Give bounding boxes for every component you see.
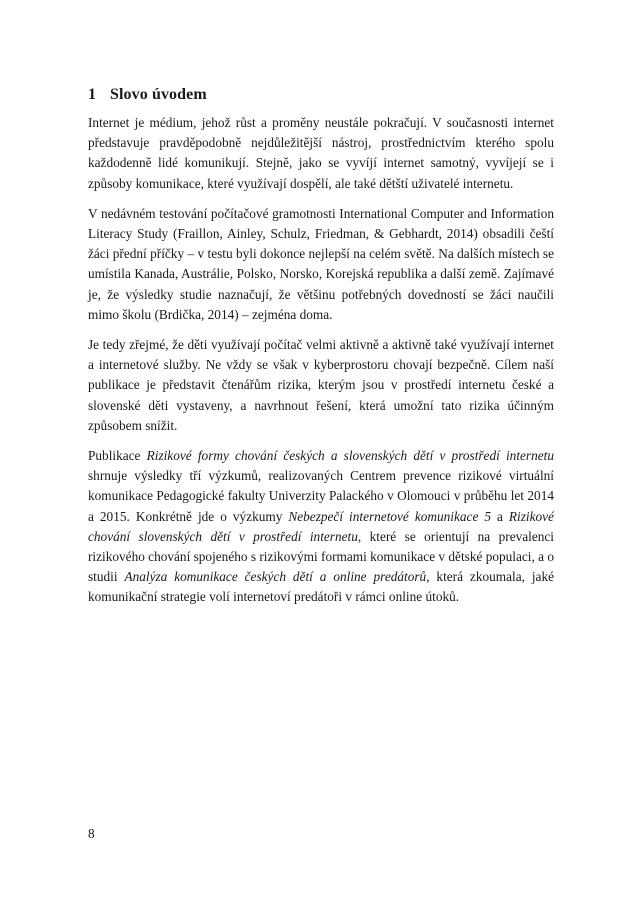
paragraph-risks: Je tedy zřejmé, že děti využívají počítač velmi aktivně a aktivně také využívají internet a internetové služby. Ne vždy se však v kyberprostoru chovají bezpečně. Cílem naší publikace je představit čtenářům rizika, kterým jsou v prostředí internetu české a slovenské děti vystaveny, a navrhnout řešení, která umožní tato rizika účinným způsobem snížit. <box>88 337 554 433</box>
text-run: , které se orientují na prevalenci rizikového chování spojeného s rizikovými formami komunikace v dětské populaci, a o studii <box>88 528 555 585</box>
publication-title: Rizikové formy chování českých a slovenských dětí v prostředí internetu <box>146 448 554 464</box>
section-heading <box>88 86 554 104</box>
page-body <box>88 86 554 608</box>
text-run: , která zkoumala, jaké komunikační strategie volí internetoví predátoři v rámci online útoků. <box>88 569 554 605</box>
text-run: a <box>491 508 509 524</box>
study-title-analysis: Analýza komunikace českých dětí a online predátorů <box>124 569 427 585</box>
text-run: Publikace <box>88 448 147 464</box>
section-number: 1 <box>88 86 97 103</box>
paragraph-intro: Internet je médium, jehož růst a proměny neustále pokračují. V současnosti internet představuje pravděpodobně nejdůležitější nástroj, prostřednictvím kterého spolu každodenně lidé komunikují. Stejně, jako se vyvíjí internet samotný, vyvíjejí se i způsoby komunikace, které využívají dospělí, ale také dětští uživatelé internetu. <box>88 115 554 191</box>
text-run: shrnuje výsledky tří výzkumů, realizovaných Centrem prevence rizikové virtuální komunikace Pedagogické fakulty Univerzity Palackého v Olomouci v průběhu let 2014 a 2015. Konkrétně jde o výzkumy <box>88 468 554 524</box>
page-number: 8 <box>88 826 95 841</box>
section-title: Slovo úvodem <box>110 86 207 103</box>
paragraph-publication <box>88 446 554 608</box>
study-title-slovak: Rizikové chování slovenských dětí v prostředí internetu <box>88 508 554 544</box>
paragraph-icils: V nedávném testování počítačové gramotnosti International Computer and Information Literacy Study (Fraillon, Ainley, Schulz, Friedman, & Gebhardt, 2014) obsadili čeští žáci přední příčky – v testu byli dokonce nejlepší na celém světě. Na dalších místech se umístila Kanada, Austrálie, Polsko, Norsko, Korejská republika a další země. Zajímavé je, že výsledky studie naznačují, že většinu potřebných dovedností se žáci naučili mimo školu (Brdička, 2014) – zejména doma. <box>88 205 554 322</box>
study-title-nik5: Nebezpečí internetové komunikace 5 <box>288 508 491 524</box>
